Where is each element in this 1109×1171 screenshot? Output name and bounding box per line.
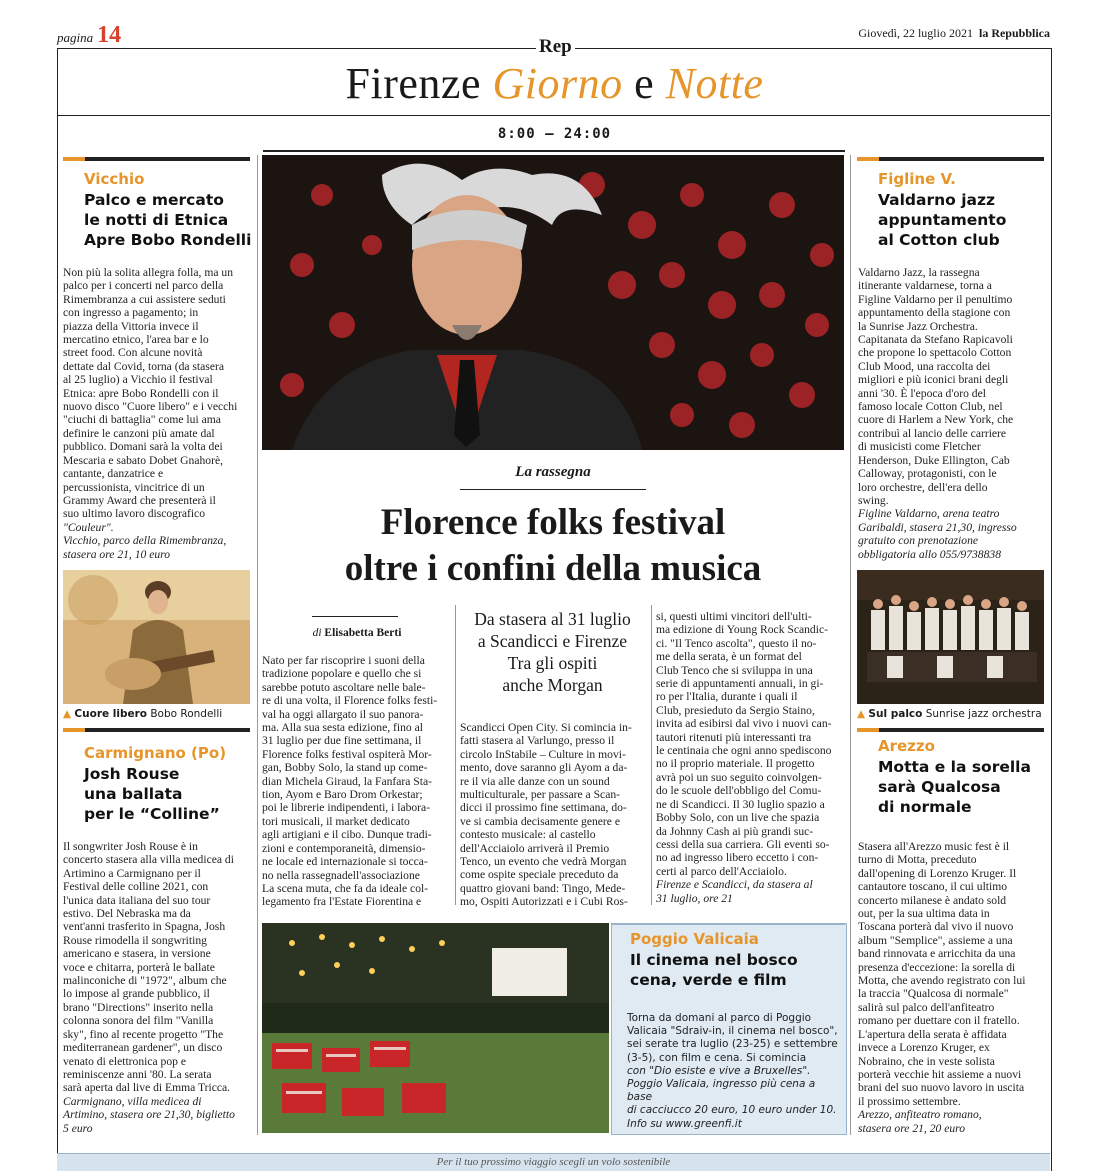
right-column-separator (850, 155, 851, 1135)
right-top-rule (857, 157, 1044, 161)
page-label: pagina 14 (57, 22, 122, 48)
left-a2-headline: Josh Rouse una ballata per le “Colline” (84, 765, 220, 823)
poggio-headline: Il cinema nel bosco cena, verde e film (630, 951, 798, 989)
left-a2-body: Il songwriter Josh Rouse è in concerto stasera alla villa medicea di Artimino a Carmignano per il Festival delle colline 2021, con l'unica data italiana del suo tour estivo. Del Nebraska ma da vent'anni trasferito in Spagna, Josh Rouse rimodella il songwriting americano e stasera, in versione voce e chitarra, porterà le ballate malinconiche di "1972", album che lo impose al grande pubblico, il brano "Directions" inserito nella colonna sonora del film "Vanilla sky", fino al recente progetto "The mediterranean gardener", un disco venato di elettronica pop e reminiscenze anni '80. La serata sarà aperta dal live di Emma Tricca. Carmignano, villa medicea di Artimino, stasera ore 21,30, biglietto 5 euro (63, 840, 235, 1135)
photo-bobo-rondelli (63, 570, 250, 704)
center-sep-1 (455, 605, 456, 905)
date-text: Giovedì, 22 luglio 2021 (858, 26, 973, 40)
left-column-separator (257, 155, 258, 1135)
left-top-rule (63, 157, 250, 161)
right-mid-rule (857, 728, 1044, 732)
bottom-strip-text: Per il tuo prossimo viaggio scegli un volo sostenibile (436, 1156, 671, 1168)
right-a1-headline: Valdarno jazz appuntamento al Cotton club (878, 191, 1007, 249)
section-masthead (0, 58, 1109, 109)
center-sep-2 (651, 605, 652, 905)
center-col1-body: Nato per far riscoprire i suoni della tradizione popolare e quello che si sarebbe potuto ascoltare nelle bale- re di una volta, il Florence folks festi- val ha oggi allargato il suo panora- ma. Alla sua sesta edizione, fino al 31 luglio per due fine settimana, il Florence folks festival ospiterà Mor- gan, Bobby Solo, la stand up come- dian Michela Giraud, la Fanfara Sta- tion, Ayom e Baro Drom Orkestar; poi le librerie indipendenti, i labora- tori musicali, il market dedicato agli artigiani e il cibo. Dunque tradi- zioni e contemporaneità, dimensio- ne locale ed internazionale si tocca- no nella rassegnadell'associazione La scena muta, che fa da ideale col- legamento fra l'Estate Fiorentina e (262, 654, 438, 909)
mast-notte: Notte (665, 59, 764, 108)
box-top-border (611, 923, 845, 925)
paper-name: la Repubblica (978, 26, 1050, 40)
issue-date (858, 26, 1050, 41)
deck: Da stasera al 31 luglio a Scandicci e Firenze Tra gli ospiti anche Morgan (474, 609, 631, 695)
rep-logo: Rep (536, 36, 575, 58)
mast-e: e (634, 59, 655, 108)
byline-rule (312, 616, 398, 617)
photo-sunrise-orchestra (857, 570, 1044, 704)
poggio-body: Torna da domani al parco di Poggio Valicaia "Sdraiv-in, il cinema nel bosco", sei serate tra luglio (23-25) e settembre (3-5), con film e cena. Si comincia con "Dio esiste e vive a Bruxelles". Poggio Valicaia, ingresso più cena a base di cacciucco 20 euro, 10 euro under 10. Info su www.greenfi.it (627, 1012, 838, 1130)
left-a1-headline: Palco e mercato le notti di Etnica Apre Bobo Rondelli (84, 191, 252, 249)
hours-label: 8:00 — 24:00 (497, 126, 612, 142)
caption-bobo: ▲ Cuore libero Bobo Rondelli (63, 708, 223, 720)
byline: di Elisabetta Berti (312, 627, 402, 639)
center-col3-body: si, questi ultimi vincitori dell'ulti- ma edizione di Young Rock Scandic- ci. "Il Tenco ascolta", questo il no- me della serata, è un format del Club Tenco che si sviluppa in una serie di appuntamenti annuali, in gi- ro per l'Italia, durante i quali il Club, presieduto da Sergio Staino, invita ad esibirsi dal vivo i nuovi can- tautori ritenuti più interessanti tra le centinaia che ogni anno spediscono no il proprio materiale. Il progetto avrà poi un suo seguito coinvolgen- do le scuole dell'obbligo del Comu- ne di Scandicci. Il 30 luglio spazio a Bobby Solo, con un live che spazia da Johnny Cash ai più grandi suc- cessi della sua carriera. Gli eventi so- no ad ingresso libero eccetto i con- certi al parco dell'Acciaiolo. Firenze e Scandicci, da stasera al 31 luglio, ore 21 (656, 610, 832, 905)
poggio-kicker: Poggio Valicaia (630, 930, 759, 948)
main-headline: Florence folks festival oltre i confini della musica (344, 502, 762, 589)
photo-morgan (262, 155, 844, 450)
left-a2-kicker: Carmignano (Po) (84, 744, 227, 762)
right-a1-kicker: Figline V. (878, 170, 956, 188)
right-a2-headline: Motta e la sorella sarà Qualcosa di normale (878, 758, 1031, 816)
bottom-ad-strip (57, 1153, 1050, 1171)
masthead-divider (57, 115, 1050, 116)
rassegna-rule (460, 489, 646, 490)
mast-city: Firenze (345, 59, 481, 108)
photo-cinema-bosco (262, 923, 609, 1133)
left-mid-rule (63, 728, 250, 732)
section-kicker: La rassegna (515, 464, 591, 480)
caption-sunrise: ▲ Sul palco Sunrise jazz orchestra (857, 708, 1042, 720)
mast-giorno: Giorno (492, 59, 623, 108)
hours-rule (263, 150, 845, 152)
left-a1-body: Non più la solita allegra folla, ma un palco per i concerti nel parco della Rimembranza a cui assistere seduti con ingresso a pagamento; in piazza della Vittoria invece il mercatino etnico, l'area bar e lo street food. Con alcune novità dettate dal Covid, torna (da stasera al 25 luglio) a Vicchio il festival Etnica: apre Bobo Rondelli con il nuovo disco "Cuore libero" e i vecchi "ciuchi di battaglia" come lui ama definire le canzoni più amate dal pubblico. Domani sarà la volta dei Mescaria e sabato Dobet Gnahorè, cantante, danzatrice e percussionista, vincitrice di un Grammy Award che presenterà il suo ultimo lavoro discografico "Couleur". Vicchio, parco della Rimembranza, stasera ore 21, 10 euro (63, 266, 238, 561)
center-col2-body: Scandicci Open City. Si comincia in- fatti stasera al Varlungo, presso il circolo InStabile – Culture in movi- mento, dove saranno gli Ayom a da- re il via alle danze con un sound multiculturale, per passare a Scan- dicci il prossimo fine settimana, do- ve si cambia decisamente genere e contesto musicale: al castello dell'Acciaiolo arriverà il Premio Tenco, un evento che vedrà Morgan come ospite speciale preceduto da quattro giovani band: Tingo, Mede- mo, Ospiti Autorizzati e i Cubi Ros- (460, 721, 632, 909)
page-number: 14 (97, 22, 122, 48)
right-a1-body: Valdarno Jazz, la rassegna itinerante valdarnese, torna a Figline Valdarno per il penultimo appuntamento della stagione con la Sunrise Jazz Orchestra. Capitanata da Stefano Rapicavoli che propone lo spettacolo Cotton Club Mood, una raccolta dei migliori e più iconici brani degli anni '30. È l'epoca d'oro del famoso locale Cotton Club, nel cuore di Harlem a New York, che contribuì al lancio delle carriere di musicisti come Fletcher Henderson, Duke Ellington, Cab Calloway, protagonisti, con le loro orchestre, dell'era dello swing. Figline Valdarno, arena teatro Garibaldi, stasera 21,30, ingresso gratuito con prenotazione obbligatoria allo 055/9738838 (858, 266, 1017, 561)
right-a2-kicker: Arezzo (878, 737, 935, 755)
left-a1-kicker: Vicchio (84, 170, 145, 188)
right-a2-body: Stasera all'Arezzo music fest è il turno di Motta, preceduto dall'opening di Lorenzo Kruger. Il cantautore toscano, il cui ultimo concerto milanese è andato sold out, per la sua ultima data in Toscana porterà dal vivo il nuovo album "Semplice", assieme a una band rinnovata e arricchita da una presenza d'eccezione: la sorella di Motta, che avendo registrato con lui la traccia "Qualcosa di normale" salirà sul palco dell'anfiteatro romano per duettare con il fratello. L'apertura della serata è affidata invece a Lorenzo Kruger, ex Nobraino, che in veste solista porterà vecchie hit assieme a nuovi brani del suo nuovo lavoro in uscita il prossimo settembre. Arezzo, anfiteatro romano, stasera ore 21, 20 euro (858, 840, 1026, 1135)
